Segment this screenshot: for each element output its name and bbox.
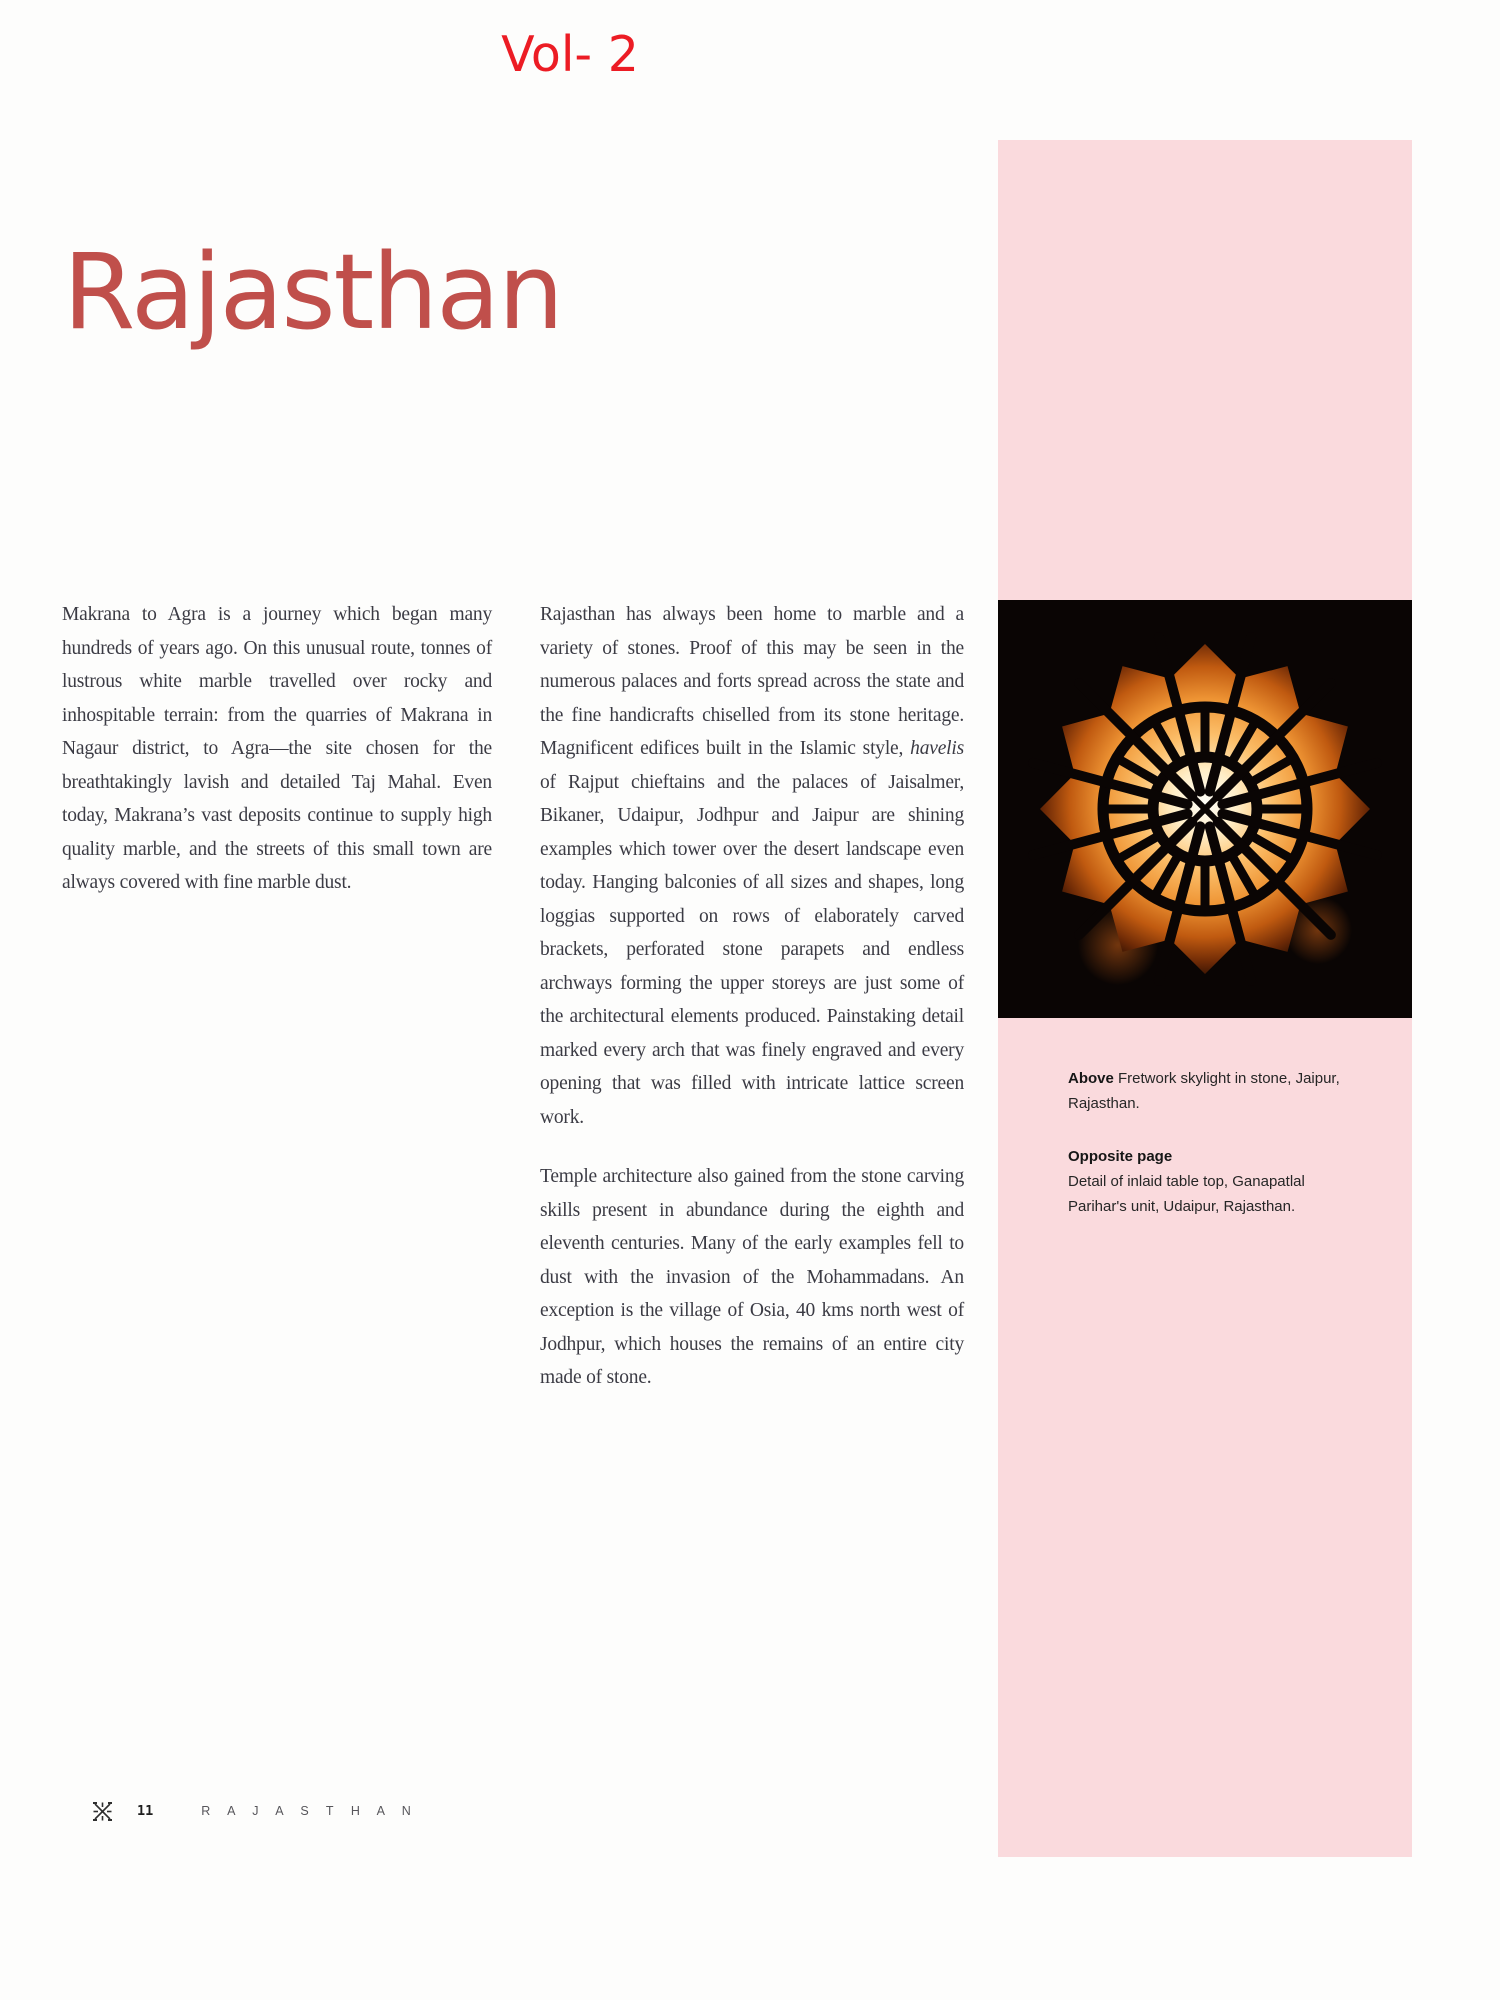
volume-label: Vol- 2: [501, 26, 639, 83]
paragraph: Makrana to Agra is a journey which began many hundreds of years ago. On this unusual route, tonnes of lustrous white marble travelled over rocky and inhospitable terrain: from the quarries of Makrana in Nagaur district, to Agra—the site chosen for the breathtakingly lavish and detailed Taj Mahal. Even today, Makrana’s vast deposits continue to supply high quality marble, and the streets of this small town are always covered with fine marble dust.: [62, 604, 492, 893]
page-footer: [92, 1799, 418, 1823]
text-column-1: [62, 598, 492, 926]
paragraph: Temple architecture also gained from the stone carving skills present in abundance during the eighth and eleventh centuries. Many of the early examples fell to dust with the invasion of the Mohammadans. An exception is the village of Osia, 40 kms north west of Jodhpur, which houses the remains of an entire city made of stone.: [540, 1166, 964, 1388]
caption-opposite: [1068, 1144, 1360, 1219]
caption-above-label: Above: [1068, 1070, 1114, 1087]
paragraph-text: of Rajput chieftains and the palaces of Jaisalmer, Bikaner, Udaipur, Jodhpur and Jaipur are shining examples which tower over the desert landscape even today. Hanging balconies of all sizes and shapes, long loggias supported on rows of elaborately carved brackets, perforated stone parapets and endless archways forming the upper storeys are just some of the architectural elements produced. Painstaking detail marked every arch that was finely engraved and every opening that was filled with intricate lattice screen work.: [540, 771, 964, 1128]
page-number: 11: [137, 1803, 154, 1819]
caption-opposite-text: Detail of inlaid table top, Ganapatlal Parihar's unit, Udaipur, Rajasthan.: [1068, 1173, 1305, 1215]
fretwork-skylight-illustration: [998, 600, 1412, 1018]
book-title: R A J A S T H A N: [201, 1804, 418, 1818]
caption-area: [1068, 1066, 1360, 1239]
page-title: Rajasthan: [63, 231, 562, 353]
caption-above-text: Fretwork skylight in stone, Jaipur, Rajasthan.: [1068, 1070, 1340, 1112]
fretwork-skylight-photo: [998, 600, 1412, 1018]
text-column-2: [540, 598, 964, 1421]
paragraph: [540, 598, 964, 1134]
italic-term: havelis: [910, 738, 964, 759]
paragraph-text: Rajasthan has always been home to marble and a variety of stones. Proof of this may be seen in the numerous palaces and forts spread across the state and the fine handicrafts chiselled from its stone heritage. Magnificent edifices built in the Islamic style,: [540, 604, 964, 759]
caption-above: [1068, 1066, 1360, 1116]
caption-opposite-label: Opposite page: [1068, 1148, 1173, 1165]
fretwork-ornament-icon: [92, 1801, 113, 1822]
